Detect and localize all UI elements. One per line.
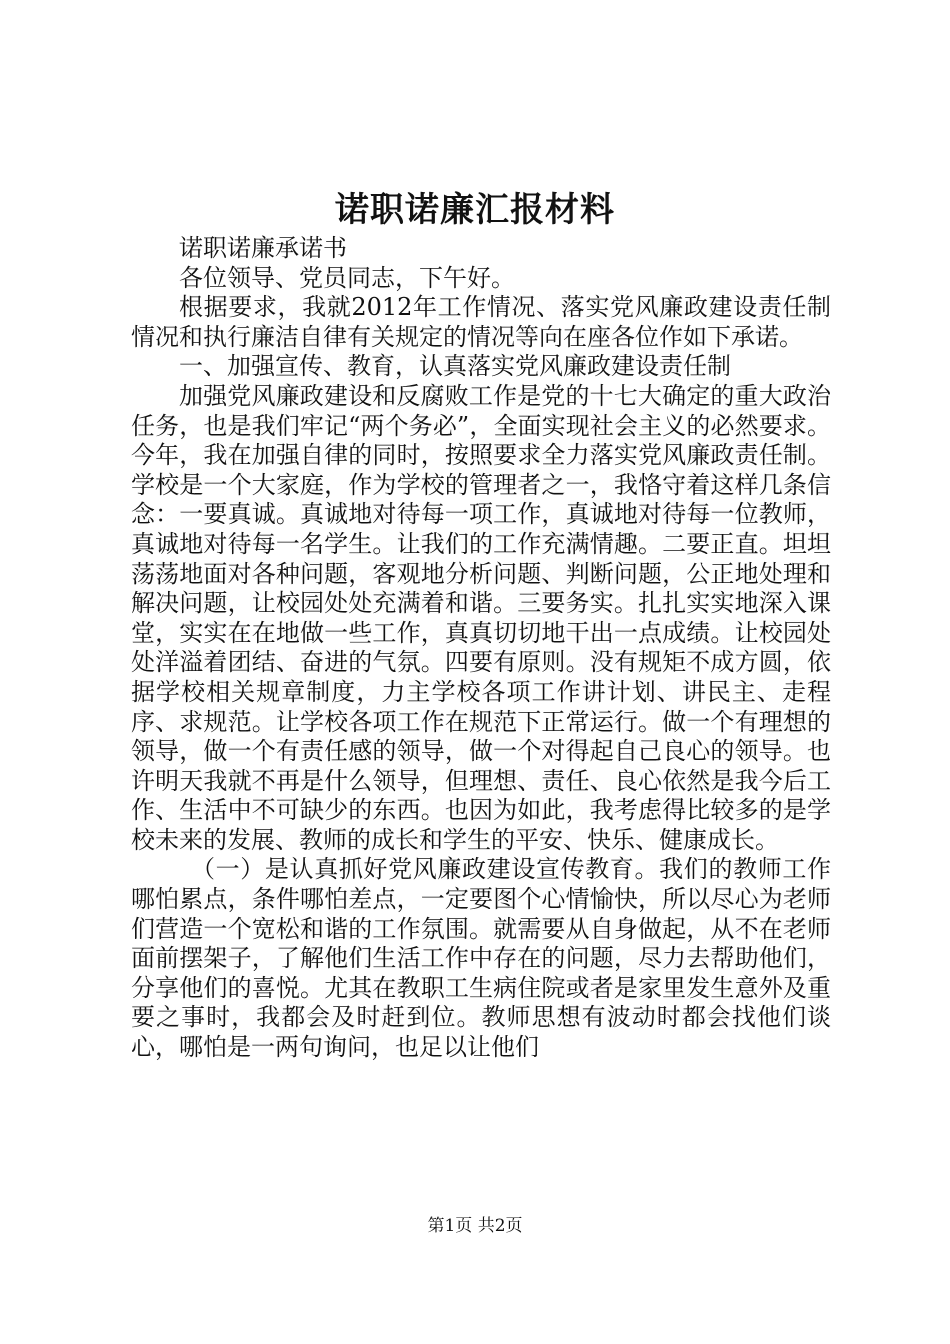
paragraph-greeting: 各位领导、党员同志，下午好。: [179, 263, 515, 292]
paragraph-subsection-1: （一）是认真抓好党风廉政建设宣传教育。我们的教师工作哪怕累点，条件哪怕差点，一定要图个心情愉快，所以尽心为老师们营造一个宽松和谐的工作氛围。就需要从自身做起，从不在老师面前摆架子，了解他们生活工作中存在的问题，尽力去帮助他们，分享他们的喜悦。尤其在教职工生病住院或者是家里发生意外及重要之事时，我都会及时赶到位。教师思想有波动时都会找他们谈心，哪怕是一两句询问，也足以让他们: [131, 855, 831, 1062]
page-title: 诺职诺廉汇报材料: [335, 190, 615, 230]
document-body: [131, 234, 831, 1063]
section-heading-1: 一、加强宣传、教育，认真落实党风廉政建设责任制: [179, 352, 731, 381]
page-footer: 第1页 共2页: [427, 1216, 523, 1236]
paragraph-heading-commitment: 诺职诺廉承诺书: [179, 234, 347, 262]
paragraph-section-1-body: 加强党风廉政建设和反腐败工作是党的十七大确定的重大政治任务，也是我们牢记“两个务必”，全面实现社会主义的必然要求。今年，我在加强自律的同时，按照要求全力落实党风廉政责任制。学校是一个大家庭，作为学校的管理者之一，我恪守着这样几条信念：一要真诚。真诚地对待每一项工作，真诚地对待每一位教师，真诚地对待每一名学生。让我们的工作充满情趣。二要正直。坦坦荡荡地面对各种问题，客观地分析问题、判断问题，公正地处理和解决问题，让校园处处充满着和谐。三要务实。扎扎实实地深入课堂，实实在在地做一些工作，真真切切地干出一点成绩。让校园处处洋溢着团结、奋进的气氛。四要有原则。没有规矩不成方圆，依据学校相关规章制度，力主学校各项工作讲计划、讲民主、走程序、求规范。让学校各项工作在规范下正常运行。做一个有理想的领导，做一个有责任感的领导，做一个对得起自己良心的领导。也许明天我就不再是什么领导，但理想、责任、良心依然是我今后工作、生活中不可缺少的东西。也因为如此，我考虑得比较多的是学校未来的发展、教师的成长和学生的平安、快乐、健康成长。: [131, 381, 831, 854]
paragraph-intro: 根据要求，我就2012年工作情况、落实党风廉政建设责任制情况和执行廉洁自律有关规定的情况等向在座各位作如下承诺。: [131, 293, 831, 351]
